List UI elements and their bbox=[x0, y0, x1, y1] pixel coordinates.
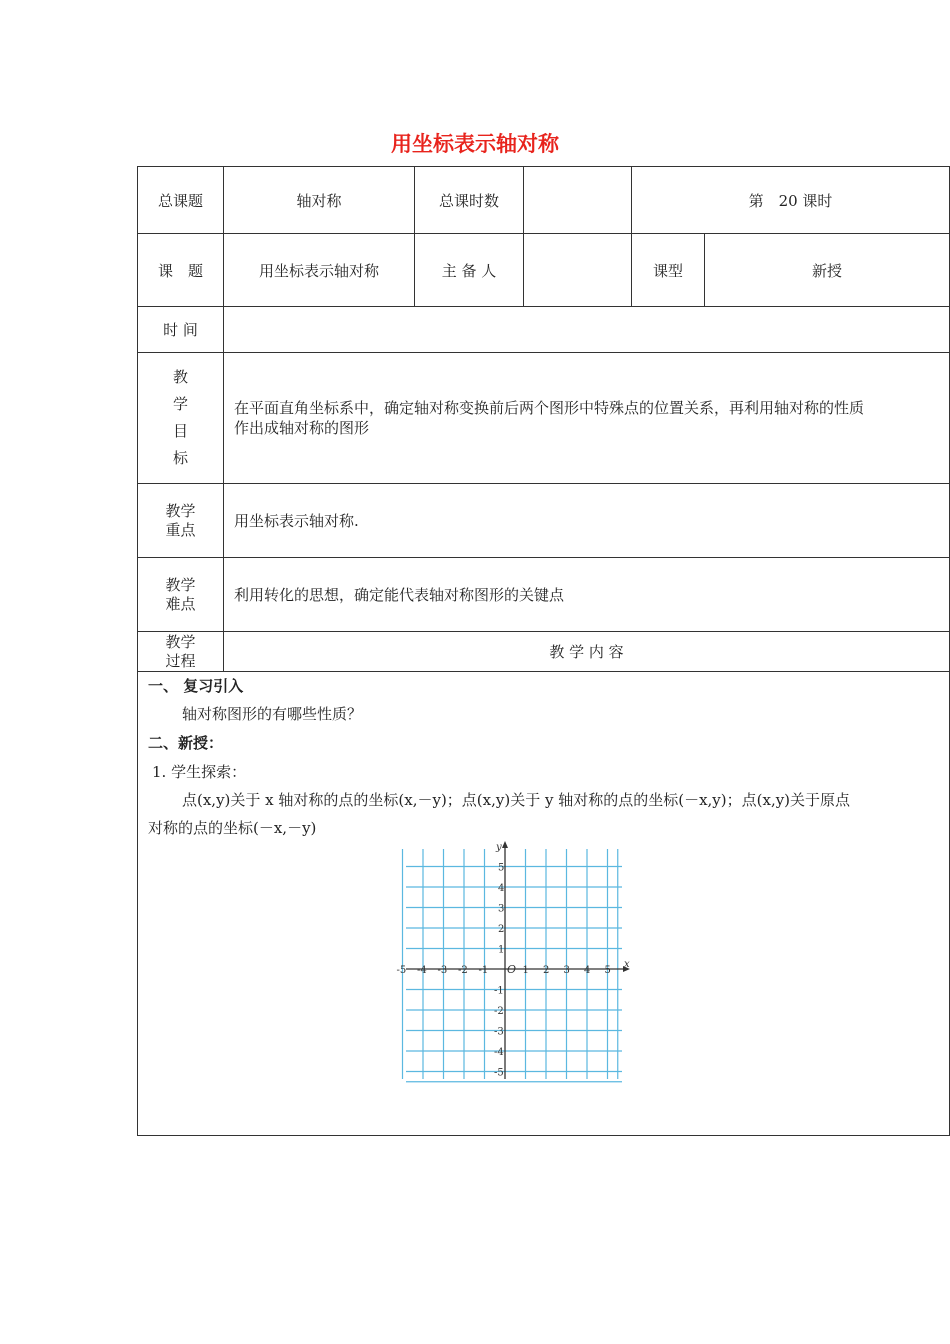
topic-value: 用坐标表示轴对称 bbox=[224, 234, 415, 307]
label-difficulties: 教学 难点 bbox=[138, 558, 224, 632]
lesson-plan-table bbox=[137, 166, 949, 672]
y-tick-label: 4 bbox=[498, 883, 505, 894]
section-new-heading: 二、新授： bbox=[148, 734, 224, 752]
label-lesson-type: 课型 bbox=[632, 234, 705, 307]
origin-label: O bbox=[507, 963, 517, 976]
x-tick-label: -5 bbox=[396, 965, 407, 976]
label-teaching-goals: 教 学 目 标 bbox=[138, 353, 224, 484]
teaching-goals-text: 在平面直角坐标系中，确定轴对称变换前后两个图形中特殊点的位置关系，再利用轴对称的性质 作出成轴对称的图形 bbox=[224, 353, 950, 484]
y-tick-label: 5 bbox=[498, 862, 505, 874]
x-tick-label: 5 bbox=[604, 965, 611, 976]
x-tick-label: -4 bbox=[417, 965, 427, 976]
y-axis-arrow bbox=[502, 841, 508, 848]
y-tick-label: -4 bbox=[494, 1047, 504, 1058]
label-topic: 课 题 bbox=[138, 234, 224, 307]
label-total-topic: 总课题 bbox=[138, 167, 224, 234]
symmetry-rule-line2: 对称的点的坐标(－x,－y) bbox=[148, 819, 317, 837]
x-tick-label: -1 bbox=[478, 965, 489, 976]
label-key-points: 教学 重点 bbox=[138, 484, 224, 558]
x-axis-label: x bbox=[624, 959, 630, 970]
y-tick-label: 2 bbox=[498, 924, 505, 935]
student-explore-label: 1. 学生探索： bbox=[152, 763, 247, 781]
x-tick-label: 1 bbox=[522, 965, 529, 976]
x-tick-label: -2 bbox=[458, 965, 468, 976]
symmetry-rule-line1: 点(x,y)关于 x 轴对称的点的坐标(x,－y)；点(x,y)关于 y 轴对称的点的坐标(－x,y)；点(x,y)关于原点 bbox=[182, 791, 851, 809]
page-title: 用坐标表示轴对称 bbox=[391, 131, 559, 156]
coordinate-grid-svg bbox=[396, 841, 630, 1089]
total-hours-value bbox=[524, 167, 632, 234]
label-preparer: 主 备 人 bbox=[415, 234, 524, 307]
teaching-content-body bbox=[137, 671, 950, 1136]
label-time: 时 间 bbox=[138, 307, 224, 353]
coordinate-grid bbox=[396, 841, 630, 1089]
lesson-number: 第 20 课时 bbox=[632, 167, 950, 234]
y-tick-label: -3 bbox=[494, 1026, 504, 1038]
x-tick-label: 4 bbox=[584, 965, 591, 976]
teaching-content-header: 教 学 内 容 bbox=[224, 632, 950, 672]
lesson-type-value: 新授 bbox=[705, 234, 950, 307]
x-tick-label: 3 bbox=[563, 965, 570, 976]
difficulties-text: 利用转化的思想，确定能代表轴对称图形的关键点 bbox=[224, 558, 950, 632]
section-review-heading: 一、 复习引入 bbox=[148, 677, 244, 695]
time-value bbox=[224, 307, 950, 353]
y-tick-label: -5 bbox=[494, 1067, 504, 1079]
total-topic-value: 轴对称 bbox=[224, 167, 415, 234]
review-question: 轴对称图形的有哪些性质？ bbox=[182, 705, 363, 723]
label-teaching-process: 教学 过程 bbox=[138, 632, 224, 672]
y-tick-label: -2 bbox=[494, 1006, 504, 1017]
label-total-hours: 总课时数 bbox=[415, 167, 524, 234]
x-tick-label: 2 bbox=[543, 965, 550, 976]
x-tick-label: -3 bbox=[437, 965, 448, 976]
y-tick-label: 1 bbox=[498, 944, 505, 956]
y-tick-label: -1 bbox=[494, 985, 504, 997]
y-tick-label: 3 bbox=[498, 903, 505, 915]
y-axis-label: y bbox=[496, 842, 502, 853]
preparer-value bbox=[524, 234, 632, 307]
key-points-text: 用坐标表示轴对称. bbox=[224, 484, 950, 558]
